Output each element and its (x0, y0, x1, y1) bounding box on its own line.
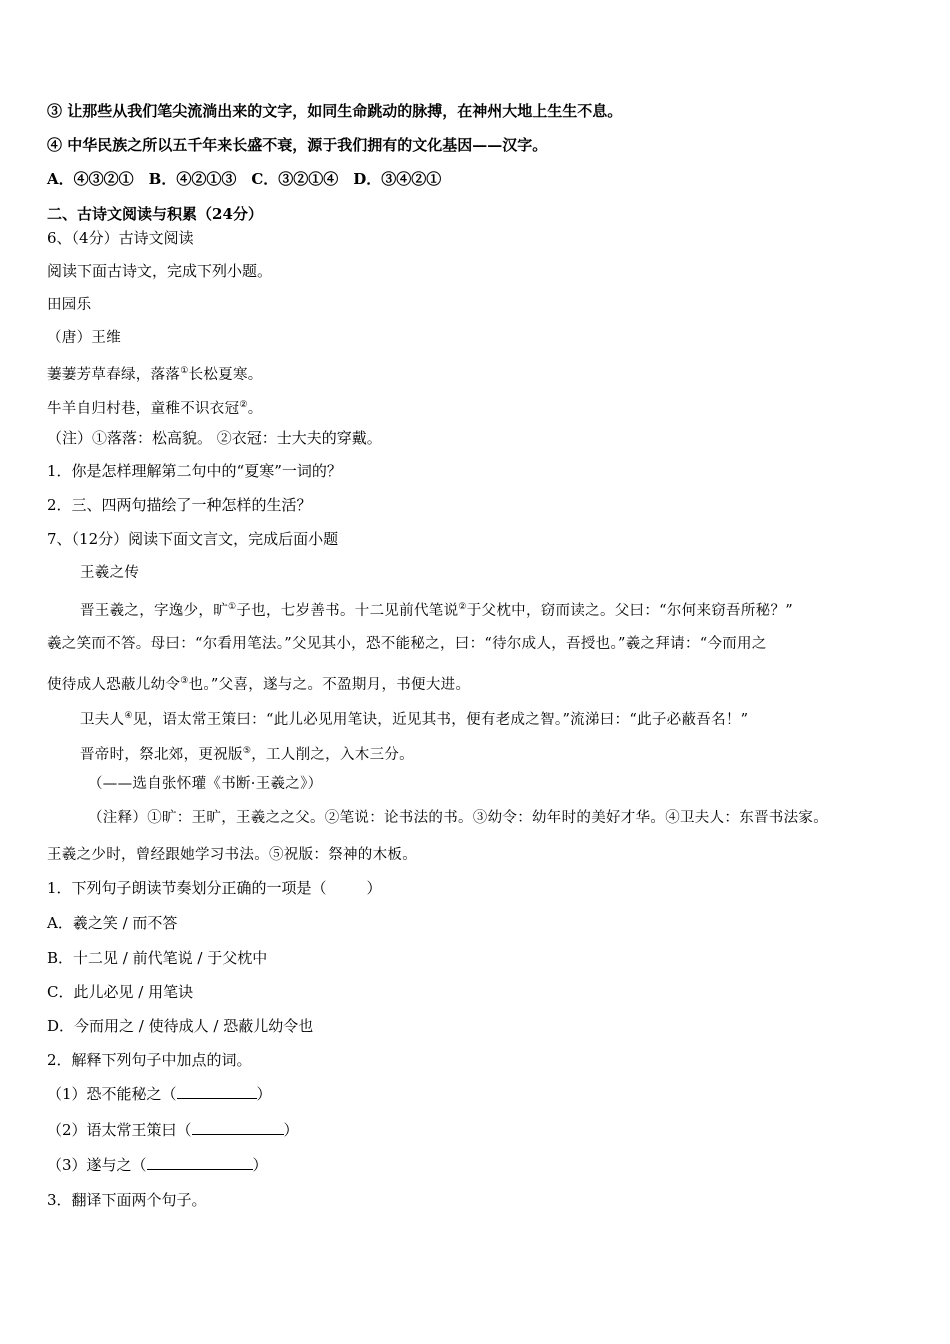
answer-blank[interactable] (147, 1155, 253, 1170)
passage-p2: 卫夫人④见，语太常王策曰：“此儿必见用笔诀，近见其书，便有老成之智。”流涕曰：“此子必蔽吾名！” (80, 711, 749, 728)
q7-sub2-item-1: （1）恐不能秘之（ ） (47, 1085, 272, 1103)
poem-note: （注）①落落：松高貌。 ②衣冠：士大夫的穿戴。 (47, 429, 382, 447)
q7-sub3-stem: 3．翻译下面两个句子。 (47, 1191, 207, 1209)
section-title: 二、古诗文阅读与积累（24分） (47, 205, 263, 223)
q7-sub2-item-3: （3）遂与之（ ） (47, 1156, 268, 1174)
passage-p1-line2: 羲之笑而不答。母曰：“尔看用笔法。”父见其小，恐不能秘之，曰：“待尔成人，吾授也。”羲之拜请：“今而用之 (47, 636, 767, 652)
q7-header: 7、（12分）阅读下面文言文，完成后面小题 (47, 530, 339, 548)
answer-blank[interactable] (192, 1120, 284, 1135)
q7-sub1-option-c: C．此儿必见 / 用笔诀 (47, 983, 194, 1001)
q7-sub2-stem: 2．解释下列句子中加点的词。 (47, 1051, 252, 1069)
mc-item-3: ③ 让那些从我们笔尖流淌出来的文字，如同生命跳动的脉搏，在神州大地上生生不息。 (47, 102, 623, 120)
passage-p3: 晋帝时，祭北郊，更祝版⑤，工人削之，入木三分。 (80, 746, 414, 763)
q6-instruction: 阅读下面古诗文，完成下列小题。 (47, 262, 273, 280)
q6-sub-1: 1．你是怎样理解第二句中的“夏寒”一词的？ (47, 462, 342, 480)
poem-line-1: 萋萋芳草春绿，落落①长松夏寒。 (47, 366, 263, 383)
passage-notes-line2: 王羲之少时，曾经跟她学习书法。⑤祝版：祭神的木板。 (47, 847, 417, 863)
poem-author: （唐）王维 (47, 330, 121, 346)
q6-header: 6、（4分）古诗文阅读 (47, 229, 194, 247)
passage-title: 王羲之传 (80, 565, 140, 581)
passage-notes-line1: （注释）①旷：王旷，王羲之之父。②笔说：论书法的书。③幼令：幼年时的美好才华。④卫夫人：东晋书法家。 (88, 810, 828, 826)
q7-sub1-option-d: D．今而用之 / 使待成人 / 恐蔽儿幼令也 (47, 1017, 314, 1035)
mc-options: A．④③②① B．④②①③ C．③②①④ D．③④②① (47, 170, 442, 188)
poem-line-2: 牛羊自归村巷，童稚不识衣冠②。 (47, 400, 263, 417)
q7-sub2-item-2: （2）语太常王策曰（ ） (47, 1121, 299, 1139)
poem-title: 田园乐 (47, 297, 92, 313)
q7-sub1-option-a: A．羲之笑 / 而不答 (47, 914, 178, 932)
q7-sub1-stem: 1．下列句子朗读节奏划分正确的一项是（ ） (47, 879, 382, 897)
q7-sub1-option-b: B．十二见 / 前代笔说 / 于父枕中 (47, 949, 268, 967)
passage-source: （——选自张怀瓘《书断·王羲之》） (88, 776, 323, 792)
passage-p1-line1: 晋王羲之，字逸少，旷①子也，七岁善书。十二见前代笔说②于父枕中，窃而读之。父曰：“尔何来窃吾所秘？” (80, 602, 793, 619)
answer-blank[interactable] (177, 1084, 257, 1099)
q6-sub-2: 2．三、四两句描绘了一种怎样的生活？ (47, 496, 312, 514)
mc-item-4: ④ 中华民族之所以五千年来长盛不衰，源于我们拥有的文化基因——汉字。 (47, 136, 548, 154)
passage-p1-line3: 使待成人恐蔽儿幼令③也。”父喜，遂与之。不盈期月，书便大进。 (47, 676, 471, 693)
